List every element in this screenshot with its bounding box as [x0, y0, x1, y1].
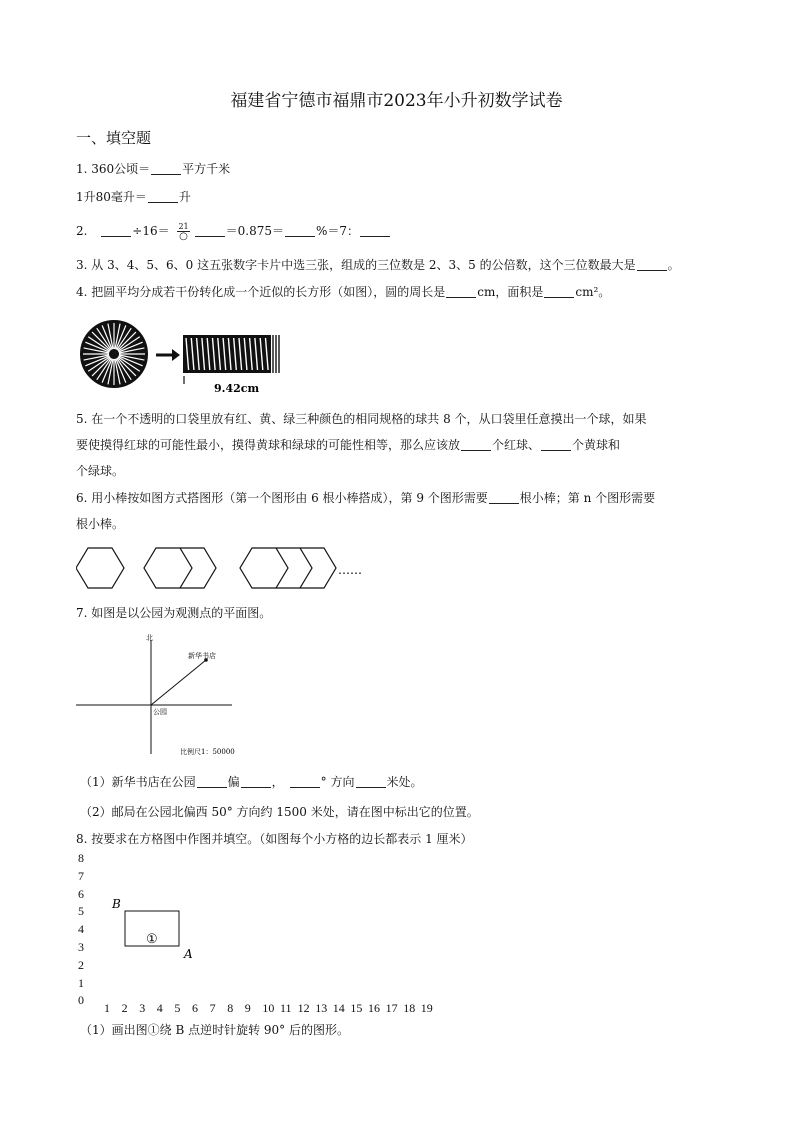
hexagon-figure-3: [240, 548, 336, 588]
q7-1-a: （1）新华书店在公园: [80, 775, 196, 789]
answer-blank[interactable]: [360, 225, 390, 237]
q4-post: cm²。: [575, 285, 611, 299]
answer-blank[interactable]: [197, 776, 227, 788]
answer-blank[interactable]: [637, 259, 667, 271]
answer-blank[interactable]: [148, 191, 178, 203]
answer-blank[interactable]: [101, 225, 131, 237]
q1b-pre: 1升80毫升＝: [76, 190, 147, 204]
page-title: 福建省宁德市福鼎市2023年小升初数学试卷: [230, 91, 563, 111]
grid-x-label: 5: [174, 1001, 181, 1015]
hexagon-sequence-figure: [76, 546, 376, 590]
answer-blank[interactable]: [241, 776, 271, 788]
grid-x-label: 12: [297, 1001, 310, 1015]
q7-1-d: ° 方向: [320, 775, 355, 789]
question-6: [76, 491, 655, 505]
scale-label: 比例尺1：50000: [180, 748, 235, 756]
grid-x-label: 6: [192, 1001, 198, 1015]
question-6-line2: 根小棒。: [76, 517, 125, 531]
fraction-numerator: 21: [178, 222, 189, 231]
hexagon-figure-1: [76, 548, 124, 588]
grid-y-label: 5: [78, 904, 84, 919]
question-3: [76, 258, 680, 272]
q4-mid: cm，面积是: [477, 285, 544, 299]
grid-x-label: 3: [139, 1001, 146, 1015]
q2-number: 2.: [76, 224, 88, 238]
grid-y-label: 4: [78, 922, 84, 937]
answer-blank[interactable]: [151, 163, 181, 175]
q1a-pre: 1. 360公顷＝: [76, 162, 151, 176]
grid-x-label: 16: [368, 1001, 380, 1015]
point-b-label: B: [112, 897, 121, 911]
grid-y-label: 1: [78, 975, 84, 990]
q7-1-b: 偏: [227, 775, 240, 789]
point-a-label: A: [184, 947, 193, 961]
question-2: [76, 222, 391, 241]
grid-figure: [108, 895, 208, 965]
question-8-1: （1）画出图①绕 B 点逆时针旋转 90° 后的图形。: [80, 1023, 349, 1037]
question-5-line1: 5. 在一个不透明的口袋里放有红、黄、绿三种颜色的相同规格的球共 8 个，从口袋里任意摸出一个球，如果: [76, 412, 647, 426]
hexagon-figure-2: [144, 548, 216, 588]
question-8: 8. 按要求在方格图中作图并填空。（如图每个小方格的边长都表示 1 厘米）: [76, 832, 473, 846]
q5-line2-pre: 要使摸得红球的可能性最小，摸得黄球和绿球的可能性相等，那么应该放: [76, 438, 461, 452]
grid-x-label: 2: [121, 1001, 128, 1015]
sliced-circle-icon: [81, 321, 147, 387]
bookstore-label: 新华书店: [188, 652, 216, 660]
direction-line: [151, 660, 206, 705]
question-7: 7. 如图是以公园为观测点的平面图。: [76, 606, 272, 620]
q6-pre: 6. 用小棒按如图方式搭图形（第一个图形由 6 根小棒搭成），第 9 个图形需要: [76, 491, 488, 505]
answer-blank[interactable]: [461, 439, 491, 451]
circle-to-rectangle-figure: [76, 318, 296, 398]
question-1a: [76, 162, 230, 176]
grid-x-label: 1: [104, 1001, 110, 1015]
arrow-right-icon: [156, 349, 180, 361]
grid-y-label: 3: [78, 940, 84, 954]
rectangle-length-label: 9.42cm: [214, 382, 260, 395]
q4-pre: 4. 把圆平均分成若干份转化成一个近似的长方形（如图），圆的周长是: [76, 285, 446, 299]
q3-end: 。: [667, 258, 680, 272]
answer-blank[interactable]: [285, 225, 315, 237]
q2-div: ÷16＝: [132, 224, 170, 238]
shape-1-label: ①: [146, 932, 158, 947]
ellipsis: ……: [338, 563, 362, 577]
q2-pct: %＝7：: [315, 224, 360, 238]
fraction: [177, 222, 189, 241]
fraction-denominator: ○: [179, 231, 188, 242]
grid-x-label: 7: [209, 1001, 216, 1015]
q5-line2-post: 个黄球和: [572, 438, 621, 452]
answer-blank[interactable]: [544, 286, 574, 298]
park-map-figure: [76, 632, 256, 760]
grid-x-label: 11: [280, 1001, 292, 1015]
north-label: 北: [146, 634, 153, 642]
grid-y-label: 7: [78, 868, 84, 883]
q7-1-e: 米处。: [386, 775, 423, 789]
q1a-post: 平方千米: [182, 162, 231, 176]
question-1b: [76, 190, 191, 204]
approx-rectangle-icon: [183, 335, 279, 384]
answer-blank[interactable]: [290, 776, 320, 788]
grid-y-label: 0: [78, 993, 84, 1008]
answer-blank[interactable]: [489, 492, 519, 504]
question-5-line2: [76, 438, 620, 452]
question-7-2: （2）邮局在公园北偏西 50° 方向约 1500 米处，请在图中标出它的位置。: [80, 805, 479, 819]
grid-x-label: 8: [227, 1001, 234, 1015]
grid-y-label: 6: [78, 886, 84, 901]
answer-blank[interactable]: [356, 776, 386, 788]
grid-x-label: 9: [244, 1001, 251, 1015]
grid-x-label: 14: [332, 1001, 345, 1015]
question-7-1: [80, 775, 423, 789]
q6-mid: 根小棒；第 n 个图形需要: [519, 491, 656, 505]
grid-x-label: 15: [350, 1001, 363, 1015]
q3-text: 3. 从 3、4、5、6、0 这五张数字卡片中选三张，组成的三位数是 2、3、5 的公倍数，这个三位数最大是: [76, 258, 636, 272]
q5-line2-mid: 个红球、: [492, 438, 541, 452]
grid-x-label: 4: [156, 1001, 163, 1015]
question-5-line3: 个绿球。: [76, 464, 125, 478]
answer-blank[interactable]: [446, 286, 476, 298]
answer-blank[interactable]: [541, 439, 571, 451]
park-label: 公园: [153, 708, 167, 716]
grid-x-label: 17: [385, 1001, 398, 1015]
grid-x-label: 13: [315, 1001, 328, 1015]
grid-x-label: 10: [262, 1001, 275, 1015]
question-4: [76, 285, 610, 299]
grid-y-label: 8: [78, 851, 84, 865]
grid-y-label: 2: [78, 957, 84, 972]
q2-eq1: ＝0.875＝: [225, 224, 284, 238]
q7-1-c: ，: [271, 775, 284, 789]
section-heading: 一、填空题: [76, 129, 152, 147]
grid-x-label: 19: [420, 1001, 433, 1015]
q1b-post: 升: [178, 190, 191, 204]
answer-blank[interactable]: [195, 225, 225, 237]
grid-x-label: 18: [403, 1001, 416, 1015]
